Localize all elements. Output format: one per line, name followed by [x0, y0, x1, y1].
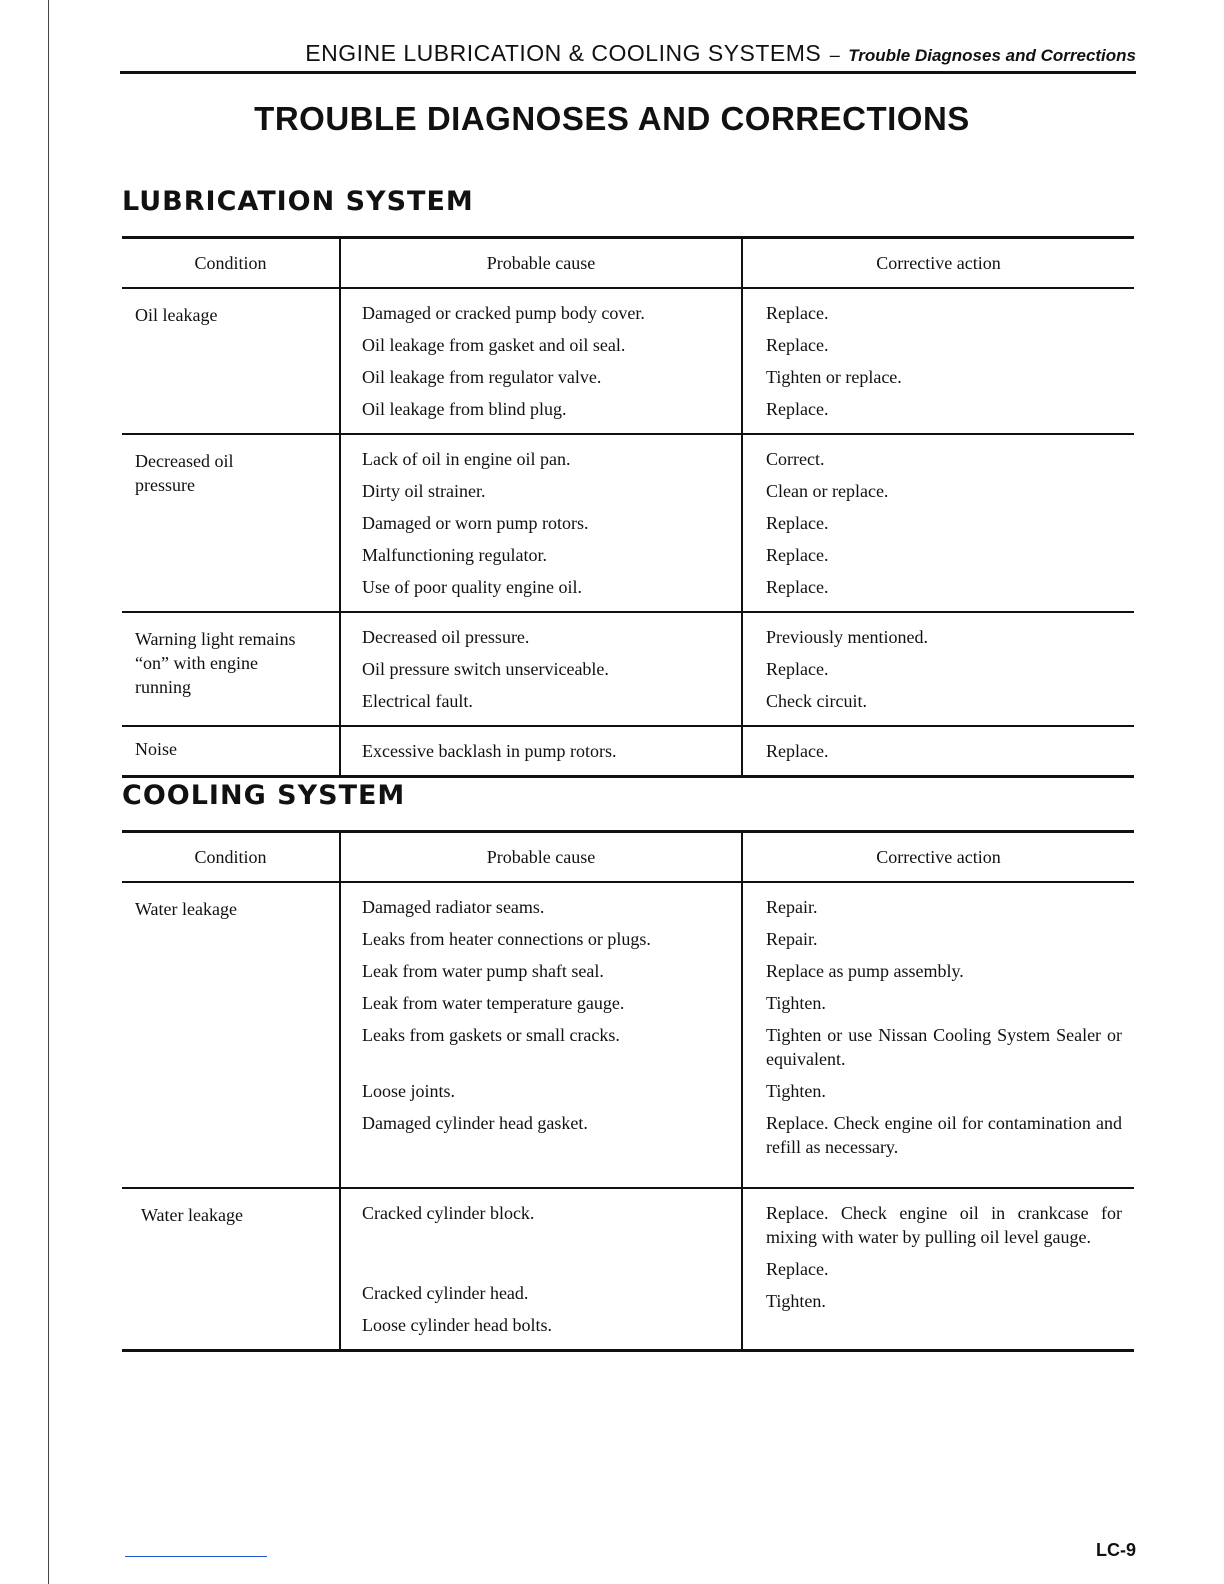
cause-item: Dirty oil strainer. — [362, 481, 486, 501]
action-item: Tighten. — [766, 1081, 826, 1101]
cause-item: Oil leakage from blind plug. — [362, 399, 567, 419]
cause-cell — [340, 1188, 742, 1351]
cause-item: Leaks from gaskets or small cracks. — [362, 1025, 620, 1045]
cause-item: Damaged or worn pump rotors. — [362, 513, 589, 533]
action-item: Tighten. — [766, 993, 826, 1013]
cause-item: Use of poor quality engine oil. — [362, 577, 582, 597]
cause-item: Malfunctioning regulator. — [362, 545, 547, 565]
cause-item: Oil pressure switch unserviceable. — [362, 659, 609, 679]
cause-cell — [340, 882, 742, 1188]
table-row — [122, 726, 1134, 777]
cause-item: Loose joints. — [362, 1081, 455, 1101]
table-row — [122, 612, 1134, 726]
column-header-probable-cause: Probable cause — [340, 238, 742, 289]
table-row — [122, 1188, 1134, 1351]
cause-item: Oil leakage from gasket and oil seal. — [362, 335, 626, 355]
running-header-subtitle: Trouble Diagnoses and Corrections — [848, 46, 1136, 65]
action-item: Replace. — [766, 741, 829, 761]
action-item: Replace. — [766, 513, 829, 533]
cause-item: Cracked cylinder block. — [362, 1203, 535, 1223]
action-item: Replace. — [766, 577, 829, 597]
column-header-corrective-action: Corrective action — [742, 832, 1134, 883]
cause-item: Leak from water pump shaft seal. — [362, 961, 604, 981]
cause-item: Cracked cylinder head. — [362, 1283, 529, 1303]
cause-item: Leaks from heater connections or plugs. — [362, 929, 651, 949]
column-header-condition: Condition — [122, 832, 340, 883]
condition-cell: Water leakage — [122, 1188, 340, 1351]
column-header-probable-cause: Probable cause — [340, 832, 742, 883]
table-row — [122, 288, 1134, 434]
condition-cell: Warning light remains “on” with engine running — [122, 612, 340, 726]
cause-item: Electrical fault. — [362, 691, 473, 711]
action-item: Replace. — [766, 303, 829, 323]
cause-cell — [340, 288, 742, 434]
cause-item: Lack of oil in engine oil pan. — [362, 449, 571, 469]
table-row — [122, 434, 1134, 612]
cause-item: Decreased oil pressure. — [362, 627, 530, 647]
action-item: Correct. — [766, 449, 825, 469]
action-cell — [742, 434, 1134, 612]
column-header-condition: Condition — [122, 238, 340, 289]
running-header — [120, 40, 1136, 74]
action-item: Replace. — [766, 659, 829, 679]
action-item: Replace. — [766, 335, 829, 355]
action-item: Replace. Check engine oil in crankcase for mixing with water by pulling oil level gauge. — [766, 1203, 1122, 1247]
condition-cell: Oil leakage — [135, 305, 218, 325]
action-cell — [742, 1188, 1134, 1351]
action-item: Repair. — [766, 897, 818, 917]
action-item: Check circuit. — [766, 691, 867, 711]
action-item: Replace as pump assembly. — [766, 961, 964, 981]
action-item: Repair. — [766, 929, 818, 949]
action-item: Replace. — [766, 545, 829, 565]
page-title: TROUBLE DIAGNOSES AND CORRECTIONS — [254, 100, 970, 137]
action-item: Replace. — [766, 399, 829, 419]
cause-cell — [340, 726, 742, 777]
binding-margin-line — [48, 0, 49, 1584]
action-item: Tighten or use Nissan Cooling System Sealer or equivalent. — [766, 1025, 1122, 1069]
action-item: Clean or replace. — [766, 481, 889, 501]
cause-item: Loose cylinder head bolts. — [362, 1315, 552, 1335]
action-item: Replace. Check engine oil for contamination and refill as necessary. — [766, 1113, 1122, 1157]
page-number: LC-9 — [1096, 1540, 1136, 1560]
lubrication-section-title: LUBRICATION SYSTEM — [122, 186, 474, 217]
running-header-separator: – — [829, 45, 840, 65]
action-cell — [742, 726, 1134, 777]
cause-item: Damaged or cracked pump body cover. — [362, 303, 645, 323]
table-row — [122, 882, 1134, 1188]
cause-item: Oil leakage from regulator valve. — [362, 367, 602, 387]
condition-cell: Decreased oil pressure — [122, 434, 340, 612]
lubrication-table — [122, 236, 1134, 778]
table-header-row — [122, 832, 1134, 883]
table-header-row — [122, 238, 1134, 289]
action-cell — [742, 612, 1134, 726]
cooling-table — [122, 830, 1134, 1352]
running-header-title: ENGINE LUBRICATION & COOLING SYSTEMS — [305, 40, 822, 66]
column-header-corrective-action: Corrective action — [742, 238, 1134, 289]
cause-item: Damaged cylinder head gasket. — [362, 1113, 588, 1133]
cause-item: Damaged radiator seams. — [362, 897, 545, 917]
cause-item: Leak from water temperature gauge. — [362, 993, 625, 1013]
cause-item: Excessive backlash in pump rotors. — [362, 741, 617, 761]
action-item: Tighten. — [766, 1291, 826, 1311]
cause-cell — [340, 434, 742, 612]
action-item: Tighten or replace. — [766, 367, 902, 387]
condition-cell: Water leakage — [135, 899, 237, 919]
action-item: Previously mentioned. — [766, 627, 928, 647]
action-item: Replace. — [766, 1259, 829, 1279]
footer-rule — [125, 1556, 267, 1557]
action-cell — [742, 288, 1134, 434]
cause-cell — [340, 612, 742, 726]
action-cell — [742, 882, 1134, 1188]
condition-cell: Noise — [122, 726, 340, 777]
cooling-section-title: COOLING SYSTEM — [122, 780, 406, 811]
